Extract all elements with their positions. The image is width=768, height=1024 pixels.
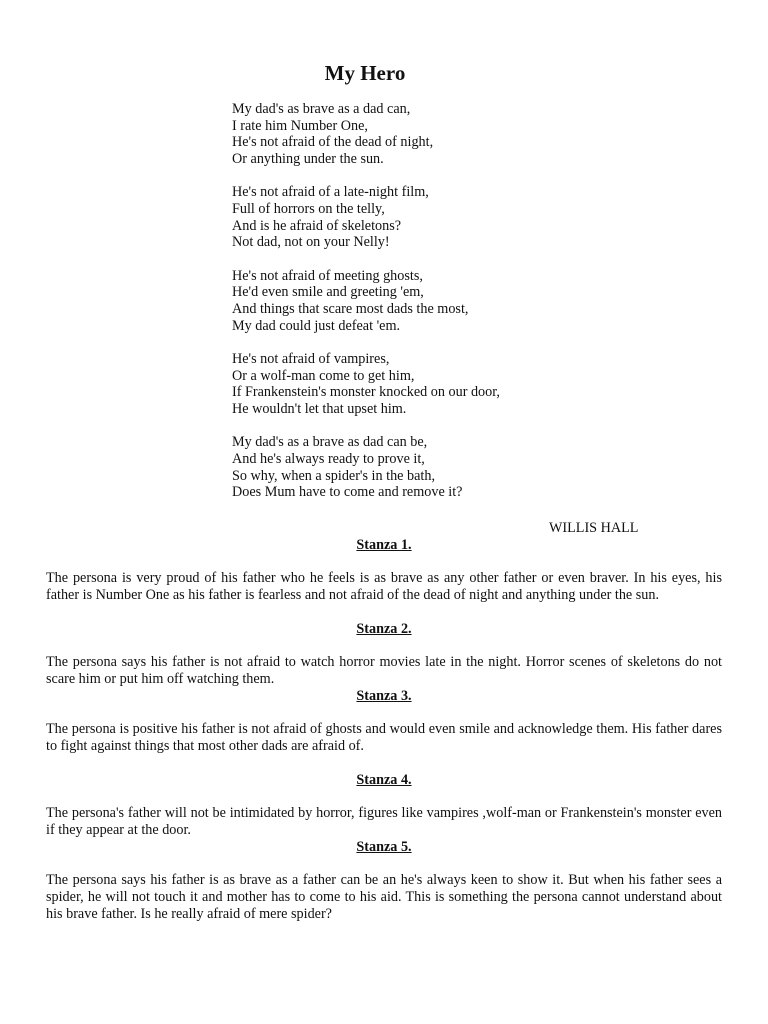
- stanza-commentary: The persona's father will not be intimidated by horror, figures like vampires ,wolf-man or Frankenstein's monster even if they appear at the door.: [46, 805, 722, 838]
- analysis-section-1: [46, 537, 722, 604]
- poem-line: He's not afraid of a late-night film,: [232, 184, 429, 201]
- stanza-heading: Stanza 3.: [356, 688, 412, 704]
- analysis-section-2: [46, 621, 722, 688]
- stanza-commentary: The persona says his father is as brave as a father can be an he's always keen to show it. But when his father sees a spider, he will not touch it and mother has to come to his aid. This is something the persona cannot understand about his brave father. Is he really afraid of mere spider?: [46, 872, 722, 922]
- poem-line: My dad could just defeat 'em.: [232, 317, 401, 334]
- poem-line: He wouldn't let that upset him.: [232, 401, 407, 418]
- stanza-commentary: The persona says his father is not afraid to watch horror movies late in the night. Horror scenes of skeletons do not scare him or put him off watching them.: [46, 654, 722, 687]
- poem-line: My dad's as a brave as dad can be,: [232, 434, 428, 451]
- poem-line: So why, when a spider's in the bath,: [232, 467, 435, 484]
- poem-line: He'd even smile and greeting 'em,: [232, 284, 424, 301]
- poem-stanza-3: [232, 268, 652, 335]
- poem-line: Or a wolf-man come to get him,: [232, 367, 415, 384]
- stanza-heading: Stanza 4.: [356, 772, 412, 788]
- stanza-heading: Stanza 5.: [356, 839, 412, 855]
- poem-stanza-2: [232, 184, 652, 251]
- poem-line: Does Mum have to come and remove it?: [232, 484, 463, 501]
- stanza-commentary: The persona is very proud of his father who he feels is as brave as any other father or even braver. In his eyes, his father is Number One as his father is fearless and not afraid of the dead of night and anything under the sun.: [46, 570, 722, 603]
- poem-body: [232, 101, 652, 518]
- poem-line: Not dad, not on your Nelly!: [232, 234, 390, 251]
- poem-line: I rate him Number One,: [232, 117, 368, 134]
- poem-line: Or anything under the sun.: [232, 151, 384, 168]
- poem-line: And is he afraid of skeletons?: [232, 217, 402, 234]
- poem-line: He's not afraid of vampires,: [232, 350, 390, 367]
- analysis-section-4: [46, 772, 722, 839]
- poem-line: If Frankenstein's monster knocked on our door,: [232, 384, 500, 401]
- analysis-section-5: [46, 839, 722, 922]
- poem-line: And he's always ready to prove it,: [232, 450, 425, 467]
- poem-title: My Hero: [324, 61, 406, 85]
- stanza-heading: Stanza 1.: [356, 537, 412, 553]
- poem-line: Full of horrors on the telly,: [232, 201, 385, 218]
- poem-author: WILLIS HALL: [549, 520, 639, 536]
- poem-line: He's not afraid of the dead of night,: [232, 134, 434, 151]
- stanza-heading: Stanza 2.: [356, 621, 412, 637]
- poem-stanza-5: [232, 434, 652, 501]
- poem-line: And things that scare most dads the most,: [232, 301, 469, 318]
- poem-line: He's not afraid of meeting ghosts,: [232, 267, 423, 284]
- stanza-commentary: The persona is positive his father is not afraid of ghosts and would even smile and acknowledge them. His father dares to fight against things that most other dads are afraid of.: [46, 721, 722, 754]
- analysis-section-3: [46, 688, 722, 755]
- poem-line: My dad's as brave as a dad can,: [232, 101, 411, 117]
- poem-stanza-1: [232, 101, 652, 168]
- poem-stanza-4: [232, 351, 652, 418]
